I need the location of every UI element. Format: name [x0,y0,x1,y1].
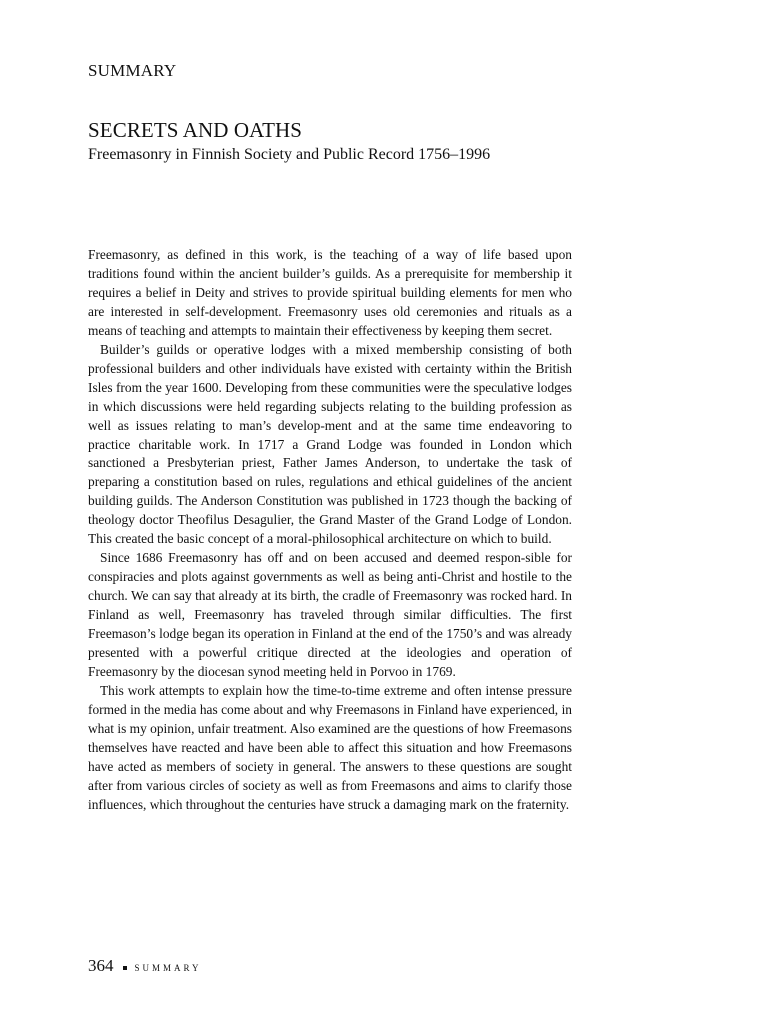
body-text [88,246,572,815]
running-footer-label: SUMMARY [134,963,202,973]
page-number: 364 [88,956,114,975]
page-title: SECRETS AND OATHS [88,118,303,142]
square-bullet-icon [123,966,127,970]
paragraph: Since 1686 Freemasonry has off and on been accused and deemed respon-sible for conspiracies and plots against governments as well as being anti-Christ and hostile to the church. We can say that already at its birth, the cradle of Freemasonry was rocked hard. In Finland as well, Freemasonry has traveled through similar difficulties. The first Freemason’s lodge began its operation in Finland at the end of the 1750’s and was already presented with a powerful critique directed at the ideologies and operation of Freemasonry by the diocesan synod meeting held in Porvoo in 1769. [88,550,572,679]
page-subtitle: Freemasonry in Finnish Society and Public Record 1756–1996 [88,146,491,163]
section-label: SUMMARY [88,61,177,80]
paragraph: This work attempts to explain how the time-to-time extreme and often intense pressure formed in the media has come about and why Freemasons in Finland have experienced, in what is my opinion, unfair treatment. Also examined are the questions of how Freemasons themselves have reacted and have been able to affect this situation and how Freemasons have acted as members of society in general. The answers to these questions are sought after from various circles of society as well as from Freemasons and aims to clarify those influences, which throughout the centuries have struck a damaging mark on the fraternity. [88,682,572,812]
paragraph: Freemasonry, as defined in this work, is the teaching of a way of life based upon traditions found within the ancient builder’s guilds. As a prerequisite for membership it requires a belief in Deity and strives to provide spiritual building elements for men who are interested in self-development. Freemasonry uses old ceremonies and rituals as a means of teaching and attempts to maintain their effectiveness by keeping them secret. [88,247,572,338]
paragraph: Builder’s guilds or operative lodges with a mixed membership consisting of both professional builders and other individuals have existed with certainty within the British Isles from the year 1600. Developing from these communities were the speculative lodges in which discussions were held regarding subjects relating to the building profession as well as issues relating to man’s develop-ment and at the same time endeavoring to practice charitable work. In 1717 a Grand Lodge was founded in London which sanctioned a Presbyterian priest, Father James Anderson, to undertake the task of preparing a constitution based on rules, regulations and ethical guidelines of the ancient building guilds. The Anderson Constitution was published in 1723 though the backing of theology doctor Theofilus Desagulier, the Grand Master of the Grand Lodge of London. This created the basic concept of a moral-philosophical architecture on which to build. [88,341,572,547]
page-footer [88,956,202,976]
